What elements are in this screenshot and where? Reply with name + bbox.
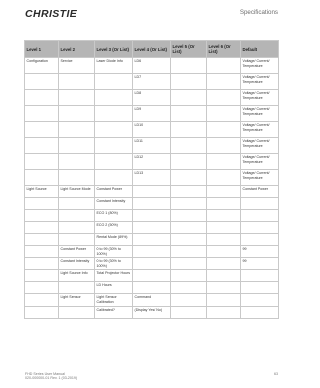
table-cell	[171, 198, 207, 210]
table-row	[25, 90, 279, 106]
table-cell	[207, 258, 241, 270]
table-cell	[25, 306, 59, 318]
table-cell: LD12	[133, 154, 171, 170]
table-cell	[207, 234, 241, 246]
table-cell: Light Source	[25, 186, 59, 198]
table-cell	[241, 282, 279, 294]
table-cell: LD10	[133, 122, 171, 138]
table-cell	[207, 138, 241, 154]
table-cell: 0 to 99 (30% to 100%)	[95, 258, 133, 270]
table-cell: Constant Power	[59, 246, 95, 258]
table-row	[25, 170, 279, 186]
table-cell	[59, 222, 95, 234]
table-row	[25, 122, 279, 138]
table-cell: Service	[59, 58, 95, 74]
table-cell: 99	[241, 258, 279, 270]
table-cell: Constant Power	[95, 186, 133, 198]
table-cell: LD9	[133, 106, 171, 122]
table-cell	[171, 258, 207, 270]
table-cell	[207, 122, 241, 138]
table-cell	[171, 138, 207, 154]
table-cell	[25, 210, 59, 222]
table-cell	[133, 246, 171, 258]
column-header: Level 3 (Or List)	[95, 41, 133, 58]
table-row	[25, 138, 279, 154]
table-cell	[171, 282, 207, 294]
table-cell	[207, 154, 241, 170]
table-row	[25, 282, 279, 294]
table-cell: Constant Intensity	[59, 258, 95, 270]
table-cell	[241, 270, 279, 282]
table-cell	[207, 186, 241, 198]
table-cell	[59, 210, 95, 222]
table-cell	[25, 90, 59, 106]
table-cell	[25, 282, 59, 294]
table-cell	[59, 198, 95, 210]
table-cell	[207, 58, 241, 74]
table-cell: Light Source Info	[59, 270, 95, 282]
table-cell	[25, 74, 59, 90]
table-cell	[25, 122, 59, 138]
table-cell	[207, 106, 241, 122]
table-cell	[25, 154, 59, 170]
table-cell	[95, 74, 133, 90]
section-title: Specifications	[239, 9, 278, 16]
table-cell	[25, 106, 59, 122]
table-cell	[133, 258, 171, 270]
table-row	[25, 74, 279, 90]
table-row	[25, 294, 279, 306]
table-cell	[59, 282, 95, 294]
table-cell: Rental Mode (89%)	[95, 234, 133, 246]
table-cell	[207, 282, 241, 294]
table-cell: LD6	[133, 58, 171, 74]
table-cell	[171, 122, 207, 138]
table-cell: 99	[241, 246, 279, 258]
table-cell	[171, 58, 207, 74]
table-cell	[241, 222, 279, 234]
footer-document-info	[25, 372, 77, 381]
table-cell	[241, 234, 279, 246]
table-cell: Voltage/ Current/ Temperature	[241, 170, 279, 186]
table-cell	[171, 186, 207, 198]
table-cell	[207, 74, 241, 90]
table-cell	[95, 122, 133, 138]
table-cell: Voltage/ Current/ Temperature	[241, 122, 279, 138]
table-cell: Constant Power	[241, 186, 279, 198]
specifications-table	[24, 40, 279, 319]
table-cell	[133, 234, 171, 246]
document-number: 020-000000-01 Rev. 1 (03-2019)	[25, 376, 78, 381]
table-cell	[59, 154, 95, 170]
table-cell: ECO 1 (80%)	[95, 210, 133, 222]
table-header-row	[25, 41, 279, 58]
table-cell: (Display Yes/ No)	[133, 306, 171, 318]
table-cell	[59, 234, 95, 246]
table-cell	[133, 282, 171, 294]
table-cell	[59, 170, 95, 186]
table-cell	[133, 210, 171, 222]
table-cell	[207, 210, 241, 222]
table-cell	[171, 234, 207, 246]
table-cell	[133, 270, 171, 282]
table-cell	[171, 270, 207, 282]
table-cell	[25, 138, 59, 154]
page-number: 63	[274, 372, 278, 376]
manual-title: FHD Series User Manual	[25, 372, 65, 376]
table-cell: ECO 2 (50%)	[95, 222, 133, 234]
table-cell	[25, 258, 59, 270]
table-cell: LD Hours	[95, 282, 133, 294]
table-cell	[25, 222, 59, 234]
table-cell	[171, 106, 207, 122]
table-cell: Calibrated?	[95, 306, 133, 318]
table-row	[25, 234, 279, 246]
table-cell	[59, 106, 95, 122]
table-cell: Voltage/ Current/ Temperature	[241, 106, 279, 122]
table-cell: Voltage/ Current/ Temperature	[241, 154, 279, 170]
table-cell	[207, 222, 241, 234]
table-cell	[95, 154, 133, 170]
table-row	[25, 210, 279, 222]
table-cell: Voltage/ Current/ Temperature	[241, 58, 279, 74]
table-cell	[59, 90, 95, 106]
table-cell	[171, 294, 207, 306]
table-cell	[171, 306, 207, 318]
table-cell	[133, 222, 171, 234]
table-cell	[171, 90, 207, 106]
table-cell	[25, 170, 59, 186]
table-row	[25, 246, 279, 258]
table-row	[25, 106, 279, 122]
table-cell	[171, 246, 207, 258]
table-cell	[207, 306, 241, 318]
table-cell	[171, 154, 207, 170]
table-cell	[95, 90, 133, 106]
table-cell: Constant Intensity	[95, 198, 133, 210]
table-cell	[171, 74, 207, 90]
table-cell: Laser Diode Info	[95, 58, 133, 74]
table-cell	[25, 246, 59, 258]
table-cell	[207, 294, 241, 306]
table-cell	[25, 270, 59, 282]
column-header: Default	[241, 41, 279, 58]
table-cell: Light Sensor	[59, 294, 95, 306]
table-cell	[133, 186, 171, 198]
table-cell: 0 to 99 (30% to 100%)	[95, 246, 133, 258]
table-cell	[241, 294, 279, 306]
table-cell: Light Source Mode	[59, 186, 95, 198]
table-cell	[241, 210, 279, 222]
table-cell: LD7	[133, 74, 171, 90]
table-cell: Voltage/ Current/ Temperature	[241, 74, 279, 90]
table-row	[25, 306, 279, 318]
table-cell	[25, 234, 59, 246]
column-header: Level 5 (Or List)	[171, 41, 207, 58]
table-row	[25, 222, 279, 234]
table-row	[25, 270, 279, 282]
table-cell	[59, 122, 95, 138]
table-cell: Light Sensor Calibration	[95, 294, 133, 306]
table-cell: Command	[133, 294, 171, 306]
table-cell	[95, 106, 133, 122]
table-cell	[207, 246, 241, 258]
table-cell	[59, 74, 95, 90]
table-cell: Configuration	[25, 58, 59, 74]
table-cell: Voltage/ Current/ Temperature	[241, 138, 279, 154]
table-cell	[207, 198, 241, 210]
table-row	[25, 58, 279, 74]
table-cell	[207, 90, 241, 106]
column-header: Level 1	[25, 41, 59, 58]
table-cell: LD13	[133, 170, 171, 186]
table-row	[25, 186, 279, 198]
table-cell	[59, 138, 95, 154]
table-cell	[207, 170, 241, 186]
table-cell	[241, 198, 279, 210]
table-row	[25, 198, 279, 210]
table-cell	[171, 222, 207, 234]
table-cell	[25, 198, 59, 210]
table-cell	[95, 138, 133, 154]
table-cell: LD11	[133, 138, 171, 154]
table-cell: Total Projector Hours	[95, 270, 133, 282]
column-header: Level 4 (Or List)	[133, 41, 171, 58]
table-row	[25, 154, 279, 170]
table-row	[25, 258, 279, 270]
table-cell	[171, 210, 207, 222]
table-header	[25, 41, 279, 58]
table-cell: LD8	[133, 90, 171, 106]
christie-logo: CHRISTIE	[25, 8, 78, 20]
table-cell	[133, 198, 171, 210]
table-cell	[171, 170, 207, 186]
column-header: Level 2	[59, 41, 95, 58]
column-header: Level 6 (Or List)	[207, 41, 241, 58]
table-cell	[25, 294, 59, 306]
table-cell	[59, 306, 95, 318]
table-cell: Voltage/ Current/ Temperature	[241, 90, 279, 106]
table-body	[25, 58, 279, 319]
table-cell	[207, 270, 241, 282]
table-cell	[241, 306, 279, 318]
table-cell	[95, 170, 133, 186]
